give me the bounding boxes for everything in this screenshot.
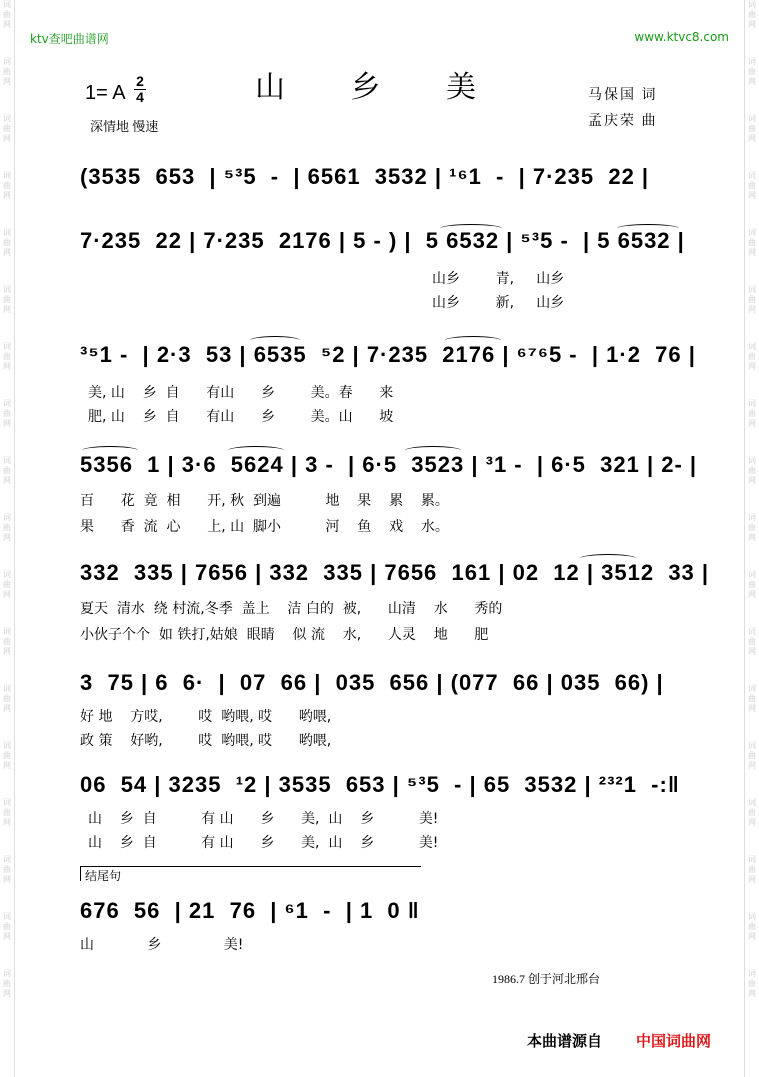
watermark-glyph: 曲 xyxy=(3,694,11,703)
watermark-glyph-group xyxy=(745,456,759,486)
left-watermark-strip xyxy=(0,0,15,1077)
watermark-glyph: 网 xyxy=(748,875,756,884)
watermark-glyph-group xyxy=(0,912,14,942)
watermark-glyph: 词 xyxy=(3,285,11,294)
composer-credit: 孟庆荣 曲 xyxy=(588,114,658,129)
watermark-glyph: 网 xyxy=(748,77,756,86)
watermark-glyph: 曲 xyxy=(3,922,11,931)
watermark-glyph-group xyxy=(0,285,14,315)
watermark-glyph: 网 xyxy=(748,305,756,314)
watermark-glyph: 词 xyxy=(748,912,756,921)
watermark-glyph: 曲 xyxy=(3,637,11,646)
lyric-line: 山乡 青, 山乡 xyxy=(432,271,565,287)
slur xyxy=(82,446,138,455)
watermark-glyph: 词 xyxy=(748,0,756,9)
watermark-glyph: 词 xyxy=(3,342,11,351)
watermark-glyph: 曲 xyxy=(748,751,756,760)
watermark-glyph: 曲 xyxy=(3,10,11,19)
watermark-glyph: 词 xyxy=(3,912,11,921)
watermark-glyph-group xyxy=(0,456,14,486)
watermark-glyph: 网 xyxy=(748,647,756,656)
watermark-glyph: 曲 xyxy=(748,352,756,361)
watermark-glyph: 词 xyxy=(748,513,756,522)
watermark-glyph: 曲 xyxy=(748,295,756,304)
watermark-glyph: 曲 xyxy=(748,979,756,988)
ending-label: 结尾句 xyxy=(85,869,122,883)
watermark-glyph: 词 xyxy=(3,741,11,750)
watermark-glyph: 曲 xyxy=(3,409,11,418)
watermark-glyph: 曲 xyxy=(3,124,11,133)
watermark-glyph-group xyxy=(0,0,14,30)
watermark-glyph: 网 xyxy=(748,191,756,200)
watermark-glyph: 词 xyxy=(3,399,11,408)
watermark-glyph: 网 xyxy=(748,932,756,941)
watermark-glyph-group xyxy=(745,171,759,201)
watermark-glyph: 网 xyxy=(748,704,756,713)
watermark-glyph: 网 xyxy=(3,191,11,200)
watermark-glyph: 曲 xyxy=(748,694,756,703)
watermark-glyph: 词 xyxy=(3,855,11,864)
lyric-line: 百 花 竟 相 开, 秋 到遍 地 果 累 累。 xyxy=(80,493,449,509)
watermark-glyph: 词 xyxy=(3,969,11,978)
watermark-glyph: 网 xyxy=(3,989,11,998)
watermark-glyph: 曲 xyxy=(3,979,11,988)
watermark-glyph: 网 xyxy=(3,362,11,371)
watermark-glyph-group xyxy=(745,798,759,828)
watermark-glyph-group xyxy=(745,399,759,429)
watermark-glyph: 词 xyxy=(748,627,756,636)
watermark-glyph-group xyxy=(0,969,14,999)
watermark-glyph: 网 xyxy=(748,476,756,485)
watermark-glyph: 网 xyxy=(748,20,756,29)
watermark-glyph: 网 xyxy=(748,989,756,998)
watermark-glyph: 曲 xyxy=(3,67,11,76)
score-line-1: (3535 653 | ⁵³5 - | 6561 3532 | ¹⁶1 - | 7·235 22 | xyxy=(80,164,650,189)
watermark-glyph-group xyxy=(745,513,759,543)
watermark-glyph-group xyxy=(0,570,14,600)
watermark-glyph: 词 xyxy=(748,171,756,180)
watermark-glyph-group xyxy=(745,342,759,372)
watermark-glyph: 网 xyxy=(3,761,11,770)
watermark-glyph: 网 xyxy=(748,248,756,257)
watermark-glyph: 词 xyxy=(3,798,11,807)
watermark-glyph: 词 xyxy=(748,741,756,750)
watermark-glyph: 词 xyxy=(748,456,756,465)
watermark-glyph: 曲 xyxy=(3,295,11,304)
watermark-glyph: 曲 xyxy=(3,181,11,190)
watermark-glyph: 曲 xyxy=(748,10,756,19)
watermark-glyph-group xyxy=(0,627,14,657)
watermark-glyph: 网 xyxy=(3,476,11,485)
watermark-glyph: 曲 xyxy=(3,466,11,475)
lyric-line: 果 香 流 心 上, 山 脚小 河 鱼 戏 水。 xyxy=(80,519,449,535)
watermark-glyph: 曲 xyxy=(3,238,11,247)
watermark-glyph: 词 xyxy=(3,627,11,636)
lyric-line: 山 乡 美! xyxy=(80,937,244,953)
watermark-glyph: 网 xyxy=(3,704,11,713)
watermark-glyph: 网 xyxy=(3,533,11,542)
watermark-glyph: 词 xyxy=(748,114,756,123)
song-title: 山 乡 美 xyxy=(254,70,505,105)
watermark-glyph-group xyxy=(0,741,14,771)
watermark-glyph: 曲 xyxy=(748,637,756,646)
watermark-glyph-group xyxy=(745,855,759,885)
watermark-glyph: 曲 xyxy=(748,124,756,133)
score-line-2: 7·235 22 | 7·235 2176 | 5 - ) | 5 6532 | ⁵³5 - | 5 6532 | xyxy=(80,228,685,253)
watermark-glyph: 网 xyxy=(3,818,11,827)
header-left-site[interactable]: ktv查吧曲谱网 xyxy=(30,32,109,46)
watermark-glyph: 词 xyxy=(3,684,11,693)
watermark-glyph: 曲 xyxy=(3,352,11,361)
watermark-glyph: 网 xyxy=(748,761,756,770)
watermark-glyph: 网 xyxy=(3,305,11,314)
lyric-line: 山乡 新, 山乡 xyxy=(432,295,565,311)
watermark-glyph: 网 xyxy=(3,419,11,428)
right-watermark-strip xyxy=(744,0,759,1077)
score-line-8: 676 56 | 21 76 | ⁶1 - | 1 0 ‖ xyxy=(80,898,420,923)
lyric-line: 小伙子个个 如 铁打,姑娘 眼睛 似 流 水, 人灵 地 肥 xyxy=(80,627,489,643)
time-bottom: 4 xyxy=(136,89,144,105)
watermark-glyph-group xyxy=(745,741,759,771)
watermark-glyph: 网 xyxy=(748,134,756,143)
watermark-glyph: 词 xyxy=(3,114,11,123)
watermark-glyph: 网 xyxy=(748,818,756,827)
watermark-glyph: 网 xyxy=(3,647,11,656)
watermark-glyph: 曲 xyxy=(748,466,756,475)
watermark-glyph: 词 xyxy=(3,513,11,522)
score-line-3: ³⁵1 - | 2·3 53 | 6535 ⁵2 | 7·235 2176 | ⁶⁷⁶5 - | 1·2 76 | xyxy=(80,342,696,367)
lyric-line: 山 乡 自 有 山 乡 美, 山 乡 美! xyxy=(88,835,439,851)
watermark-glyph-group xyxy=(745,912,759,942)
watermark-glyph: 网 xyxy=(748,419,756,428)
watermark-glyph: 曲 xyxy=(3,865,11,874)
watermark-glyph: 网 xyxy=(748,590,756,599)
watermark-glyph: 词 xyxy=(748,285,756,294)
watermark-glyph: 曲 xyxy=(748,409,756,418)
watermark-glyph-group xyxy=(745,627,759,657)
score-line-5: 332 335 | 7656 | 332 335 | 7656 161 | 02 12 | 3512 33 | xyxy=(80,560,710,585)
watermark-glyph-group xyxy=(0,228,14,258)
watermark-glyph: 网 xyxy=(3,20,11,29)
watermark-glyph: 网 xyxy=(748,533,756,542)
watermark-glyph-group xyxy=(0,855,14,885)
watermark-glyph-group xyxy=(0,342,14,372)
watermark-glyph: 网 xyxy=(3,932,11,941)
lyric-line: 美, 山 乡 自 有山 乡 美。春 来 xyxy=(88,385,394,401)
watermark-glyph: 曲 xyxy=(3,523,11,532)
watermark-glyph: 曲 xyxy=(3,808,11,817)
key-signature: 1= A xyxy=(85,82,126,104)
watermark-glyph: 曲 xyxy=(748,181,756,190)
watermark-glyph-group xyxy=(0,114,14,144)
tempo-marking: 深情地 慢速 xyxy=(90,119,159,134)
watermark-glyph: 网 xyxy=(3,134,11,143)
watermark-glyph: 曲 xyxy=(748,67,756,76)
watermark-glyph-group xyxy=(745,285,759,315)
watermark-glyph-group xyxy=(0,798,14,828)
watermark-glyph: 曲 xyxy=(3,751,11,760)
watermark-glyph-group xyxy=(745,0,759,30)
watermark-glyph-group xyxy=(0,513,14,543)
lyric-line: 夏天 清水 绕 村流,冬季 盖上 洁 白的 被, 山清 水 秀的 xyxy=(80,601,503,617)
time-top: 2 xyxy=(136,73,144,89)
watermark-glyph: 词 xyxy=(748,57,756,66)
watermark-glyph: 词 xyxy=(748,798,756,807)
watermark-glyph: 词 xyxy=(748,969,756,978)
watermark-glyph-group xyxy=(745,969,759,999)
watermark-glyph: 网 xyxy=(748,362,756,371)
watermark-glyph-group xyxy=(0,171,14,201)
score-line-6: 3 75 | 6 6· | 07 66 | 035 656 | (077 66 | 035 66) | xyxy=(80,670,664,695)
watermark-glyph: 词 xyxy=(748,228,756,237)
watermark-glyph-group xyxy=(745,114,759,144)
watermark-glyph: 网 xyxy=(3,77,11,86)
score-line-4: 5356 1 | 3·6 5624 | 3 - | 6·5 3523 | ³1 - | 6·5 321 | 2- | xyxy=(80,452,698,477)
lyricist-credit: 马保国 词 xyxy=(588,88,658,103)
watermark-glyph: 词 xyxy=(3,456,11,465)
lyric-line: 肥, 山 乡 自 有山 乡 美。山 坡 xyxy=(88,409,394,425)
slur xyxy=(405,446,461,455)
slur xyxy=(445,336,501,345)
watermark-glyph: 曲 xyxy=(748,922,756,931)
watermark-glyph: 网 xyxy=(3,248,11,257)
footer-source: 本曲谱源自 xyxy=(527,1032,603,1050)
header-right-site[interactable]: www.ktvc8.com xyxy=(634,30,729,44)
watermark-glyph: 词 xyxy=(3,57,11,66)
watermark-glyph: 词 xyxy=(748,684,756,693)
lyric-line: 政 策 好哟, 哎 哟喂, 哎 哟喂, xyxy=(80,733,332,749)
watermark-glyph-group xyxy=(745,570,759,600)
watermark-glyph-group xyxy=(0,399,14,429)
watermark-glyph: 词 xyxy=(3,171,11,180)
slur xyxy=(440,224,502,233)
score-line-7: 06 54 | 3235 ¹2 | 3535 653 | ⁵³5 - | 65 3532 | ²³²1 -:‖ xyxy=(80,772,680,797)
lyric-line: 山 乡 自 有 山 乡 美, 山 乡 美! xyxy=(88,811,439,827)
watermark-glyph: 网 xyxy=(3,875,11,884)
footer-site-link[interactable]: 中国词曲网 xyxy=(636,1032,712,1050)
watermark-glyph: 词 xyxy=(748,342,756,351)
slur xyxy=(580,554,636,563)
lyric-line: 好 地 方哎, 哎 哟喂, 哎 哟喂, xyxy=(80,709,332,725)
watermark-glyph: 曲 xyxy=(3,580,11,589)
watermark-glyph-group xyxy=(745,684,759,714)
watermark-glyph: 词 xyxy=(748,570,756,579)
slur xyxy=(250,336,300,345)
watermark-glyph: 词 xyxy=(3,0,11,9)
watermark-glyph: 曲 xyxy=(748,238,756,247)
watermark-glyph: 曲 xyxy=(748,523,756,532)
watermark-glyph: 曲 xyxy=(748,580,756,589)
watermark-glyph-group xyxy=(745,228,759,258)
composition-date: 1986.7 创于河北邢台 xyxy=(492,972,601,986)
watermark-glyph: 曲 xyxy=(748,808,756,817)
slur xyxy=(228,446,284,455)
watermark-glyph: 词 xyxy=(3,570,11,579)
watermark-glyph: 词 xyxy=(748,399,756,408)
watermark-glyph: 词 xyxy=(3,228,11,237)
slur xyxy=(617,224,679,233)
time-signature xyxy=(134,74,146,105)
watermark-glyph: 网 xyxy=(3,590,11,599)
watermark-glyph: 词 xyxy=(748,855,756,864)
ending-bracket xyxy=(80,866,421,881)
watermark-glyph: 曲 xyxy=(748,865,756,874)
watermark-glyph-group xyxy=(0,684,14,714)
